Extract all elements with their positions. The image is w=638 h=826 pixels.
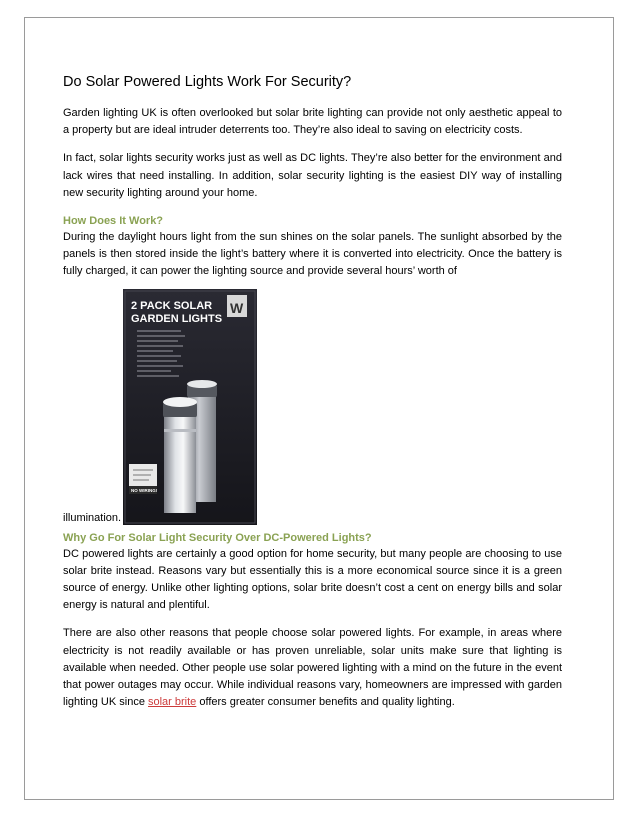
other-reasons-text: There are also other reasons that people choose solar powered lights. For example, in areas where electricity is not readily available or has proven unreliable, solar units make sure that lighting is available when needed. Other people use solar powered lighting with a mind on the future in the event that power outages may occur. While individual reasons vary, homeowners are impressed with garden lighting UK since [63, 627, 562, 709]
other-reasons-paragraph [63, 625, 562, 711]
how-it-works-paragraph: During the daylight hours light from the sun shines on the solar panels. The sunlight absorbed by the panels is then stored inside the light’s battery where it is converted into electricity. Once the battery is fully charged, it can power the lighting source and provide several hours’ worth of [63, 231, 562, 278]
sticker-text: NO WIRING! [131, 487, 158, 493]
page-title: Do Solar Powered Lights Work For Security? [63, 74, 352, 90]
solar-brite-link[interactable]: solar brite [148, 696, 197, 709]
intro-paragraph-1: Garden lighting UK is often overlooked but solar brite lighting can provide not only aesthetic appeal to a property but are ideal intruder deterrents too. They’re also ideal to saving on electricity costs. [63, 107, 562, 137]
brand-logo: W [230, 299, 244, 316]
illumination-text: illumination. [63, 511, 122, 524]
other-reasons-text-end: offers greater consumer benefits and quality lighting. [199, 696, 455, 709]
section-heading-how-it-works: How Does It Work? [63, 215, 164, 228]
wiring-sticker [129, 464, 158, 494]
intro-paragraph-2: In fact, solar lights security works just as well as DC lights. They’re also better for the environment and lack wires that need installing. In addition, solar security lighting is the easiest DIY way of installing new security lighting around your home. [63, 152, 562, 199]
why-solar-paragraph: DC powered lights are certainly a good option for home security, but many people are choosing to use solar brite instead. Reasons vary but essentially this is a more economical source since it is a green source of energy. Unlike other lighting options, solar brite doesn’t cost a cent on energy bills and solar energy is natural and plentiful. [63, 547, 562, 612]
document-body [63, 73, 562, 722]
product-box-graphic [123, 289, 257, 525]
box-headline-line1: 2 PACK SOLAR [131, 299, 213, 312]
product-image-block [63, 289, 562, 525]
front-solar-light [163, 397, 197, 513]
solar-lights-product-image [123, 289, 257, 525]
box-headline-line2: GARDEN LIGHTS [131, 312, 223, 325]
section-heading-why-solar: Why Go For Solar Light Security Over DC-Powered Lights? [63, 531, 372, 544]
